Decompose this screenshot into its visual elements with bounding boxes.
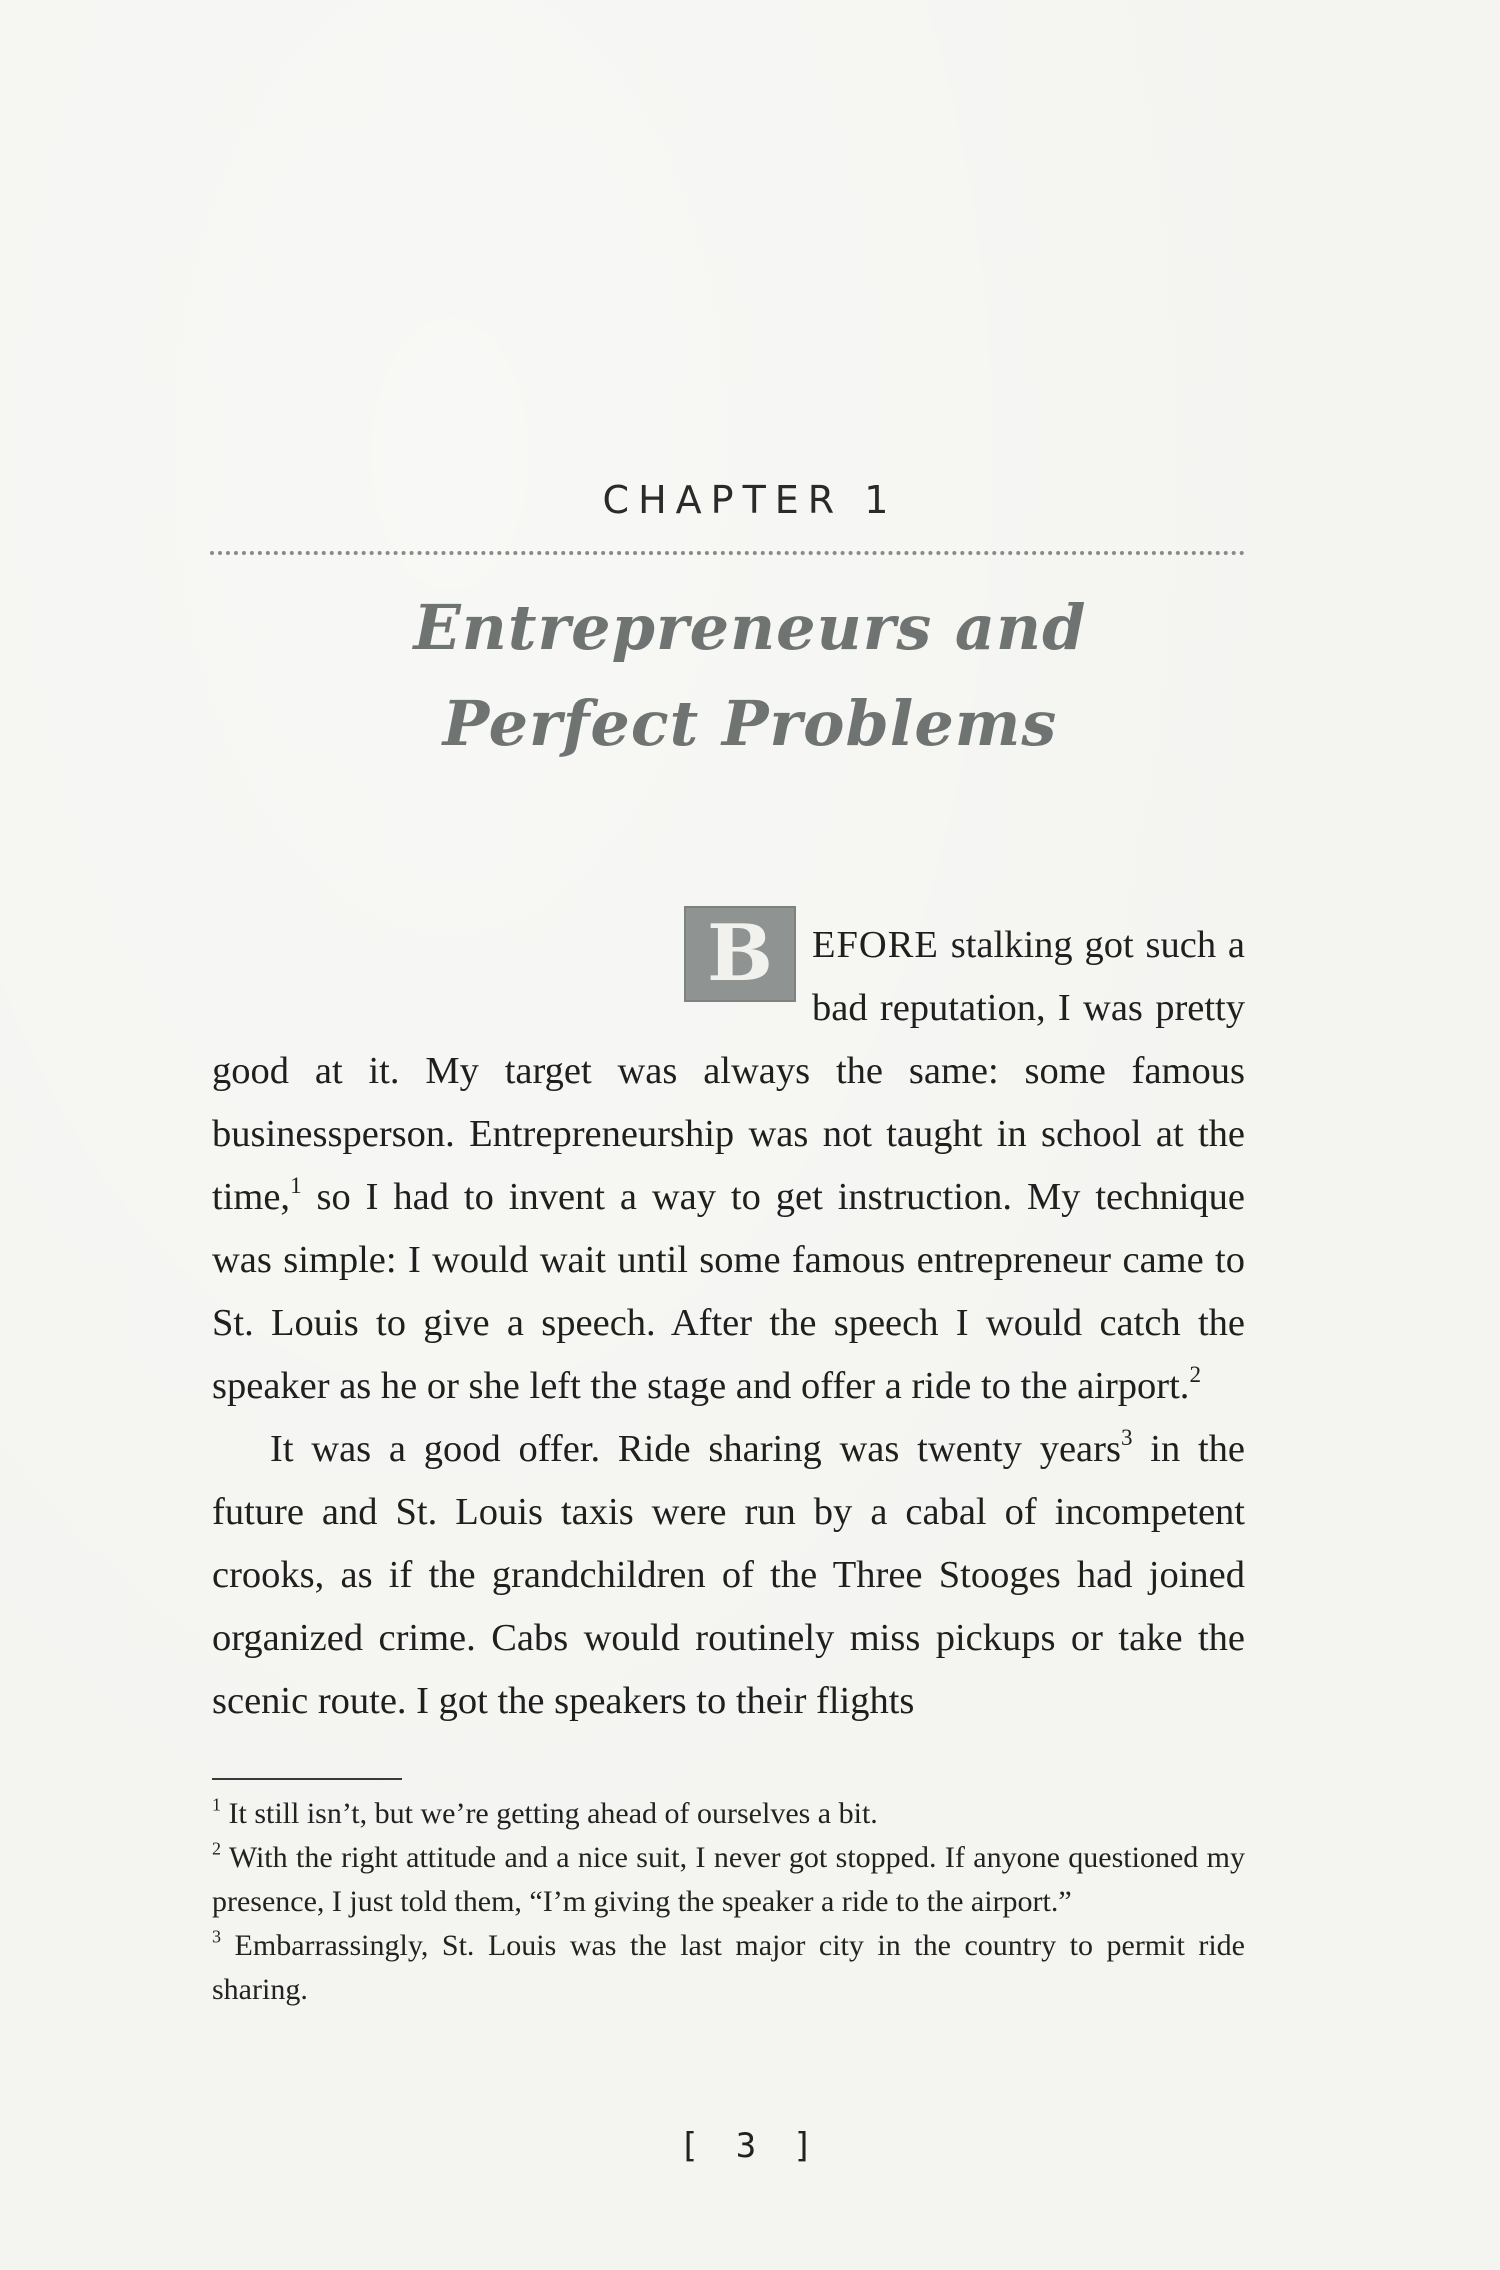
chapter-title-line-2: Perfect Problems — [442, 687, 1058, 760]
page-number: [ 3 ] — [678, 2126, 822, 2166]
footnote-mark-2: 2 — [212, 1838, 221, 1859]
footnote-1 — [212, 1792, 1245, 1836]
chapter-dotted-rule — [210, 551, 1245, 555]
paragraph-1-text-a: stalking got such a bad reputation, I was pretty good at it. My target was always the same: some famous businessperson. Entrepreneurship was not taught in school at the time, — [212, 924, 1245, 1218]
paragraph-2-text-b: in the future and St. Louis taxis were run by a cabal of incompetent crooks, as if the grandchildren of the Three Stooges had joined organized crime. Cabs would routinely miss pickups or take the scenic route. I got the speakers to their flights — [212, 1428, 1245, 1722]
footnote-separator — [212, 1778, 402, 1780]
footnote-text-3: Embarrassingly, St. Louis was the last major city in the country to permit ride sharing. — [212, 1929, 1245, 2006]
drop-cap: B — [684, 906, 796, 1002]
footnote-mark-3: 3 — [212, 1926, 221, 1947]
lead-small-caps: EFORE — [812, 924, 939, 966]
paragraph-2 — [212, 1418, 1245, 1733]
footnote-ref-1[interactable]: 1 — [290, 1171, 302, 1198]
footnote-3 — [212, 1924, 1245, 2012]
footnote-text-2: With the right attitude and a nice suit, I never got stopped. If anyone questioned my presence, I just told them, “I’m giving the speaker a ride to the airport.” — [212, 1841, 1245, 1918]
footnote-mark-1: 1 — [212, 1794, 221, 1815]
footnote-2 — [212, 1836, 1245, 1924]
footnote-ref-3[interactable]: 3 — [1120, 1423, 1133, 1450]
body-text — [212, 908, 1245, 1733]
footnotes — [212, 1792, 1245, 2012]
footnote-ref-2[interactable]: 2 — [1189, 1360, 1201, 1387]
chapter-title — [0, 580, 1500, 772]
footnote-text-1: It still isn’t, but we’re getting ahead of ourselves a bit. — [221, 1797, 878, 1830]
paragraph-2-text-a: It was a good offer. Ride sharing was twenty years — [270, 1428, 1121, 1470]
paragraph-1-text-b: so I had to invent a way to get instruction. My technique was simple: I would wait until some famous entrepreneur came to St. Louis to give a speech. After the speech I would catch the speaker as he or she left the stage and offer a ride to the airport. — [212, 1176, 1245, 1407]
chapter-label: CHAPTER 1 — [602, 478, 898, 522]
chapter-title-line-1: Entrepreneurs and — [413, 591, 1087, 664]
paragraph-1 — [212, 908, 1245, 1418]
